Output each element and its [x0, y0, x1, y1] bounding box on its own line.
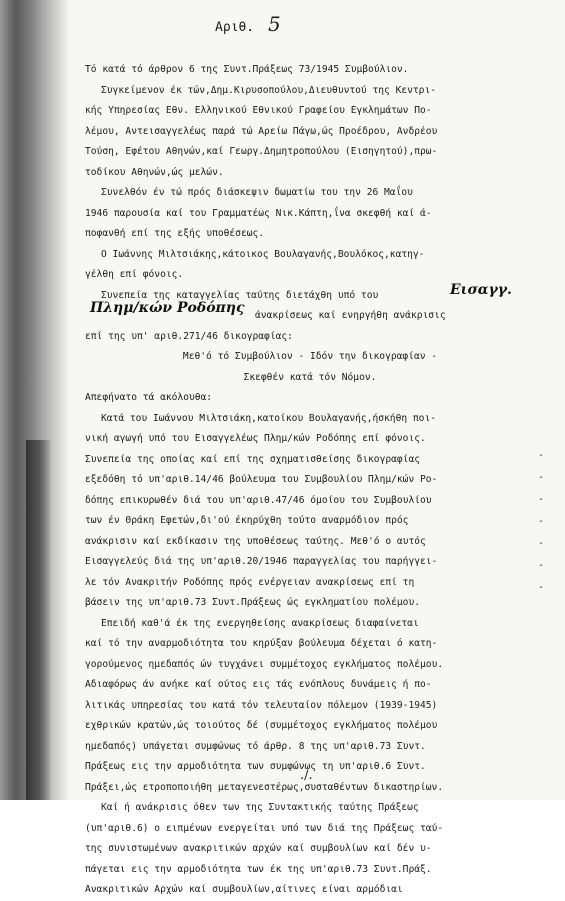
text-line: λέμου, Αντεισαγγελέως παρά τώ Αρείω Πάγω,ώς Προέδρου, Ανδρέου — [85, 125, 438, 137]
text-line: βάσειν της υπ'αριθ.73 Συντ.Πράξεως ώς εγκληματίου πολέμου. — [85, 597, 421, 608]
text-line: Τούση, Εφέτου Αθηνών,καί Γεωργ.Δημητροπούλου (Εισηγητού),πρω- — [85, 146, 438, 157]
text-line: Πράξει,ώς ετροποποιήθη μεταγενεστέρως,συσταθέντων δικαστηρίων. — [85, 781, 444, 793]
text-line: πάγεται εις την αρμοδιότητα των έκ της υπ'αριθ.73 Συντ.Πράξ. — [85, 863, 432, 875]
text-line: Μεθ'ό τό Συμβούλιον - Ιδόν την δικογραφίαν - — [182, 351, 438, 362]
text-line: επί της υπ' αριθ.271/46 δικογραφίας: — [85, 330, 293, 342]
text-line: καί τό την αναρμοδιότητα του κηρύξαν βούλευμα δέχεται ό κατη- — [85, 638, 438, 649]
text-line: Εισαγγελεύς διά της υπ'αριθ.20/1946 παραγγελίας του παρήγγει- — [85, 556, 438, 567]
text-line: Ανακριτικών Αρχών καί συμβουλίων,αίτινες είναι αρμόδιαι — [85, 884, 403, 895]
text-line: εχθρικών κρατών,ώς τοιούτος δέ (συμμέτοχος εγκλήματος πολέμου — [85, 720, 438, 731]
text-line: λε τόν Ανακριτήν Ροδόπης πρός ενέργειαν ανακρίσεως επί τη — [85, 576, 415, 588]
text-line: Σκεφθέν κατά τόν Νόμον. — [243, 371, 377, 383]
text-line: τοδίκου Αθηνών,ώς μελών. — [85, 166, 224, 178]
text-line: ποφανθή επί της εξής υποθέσεως. — [85, 228, 265, 239]
document-header — [215, 12, 281, 36]
header-prefix: Αριθ. — [215, 20, 255, 35]
text-line: Συνεπεία της καταγγελίας ταύτης διετάχθη υπό του — [101, 289, 379, 301]
text-line: Καί ή ανάκρισις όθεν των της Συντακτικής ταύτης Πράξεως — [101, 802, 419, 813]
header-number: 5 — [267, 12, 281, 36]
text-line: Τό κατά τό άρθρον 6 της Συντ.Πράξεως 73/1945 Συμβούλιον. — [85, 64, 409, 75]
scan-shadow-dark — [26, 440, 52, 800]
text-line: γορούμενος ημεδαπός ών τυγχάνει συμμέτοχος εγκλήματος πολέμου. — [85, 658, 444, 670]
text-line: ανάκρισιν καί εκδίκασιν της υποθέσεως ταύτης. Μεθ'ό ο αυτός — [85, 535, 426, 547]
text-line: Συνελθόν έν τώ πρός διάσκεψιν δωματίω του την 26 Μαΐου — [101, 187, 413, 198]
text-line: Κατά του Ιωάννου Μιλτσιάκη,κατοίκου Βουλαγανής,ήσκήθη ποι- — [101, 412, 437, 424]
text-line: Απεφήνατο τά ακόλουθα: — [85, 392, 213, 403]
text-line: εξεδόθη τό υπ'αριθ.14/46 βούλευμα του Συμβουλίου Πλημ/κών Ρο- — [85, 474, 438, 485]
text-line: Επειδή καθ'ά έκ της ενεργηθείσης ανακρίσεως διαφαίνεται — [101, 617, 419, 629]
text-line: δόπης επικυρωθέν διά του υπ'αριθ.47/46 όμοίου του Συμβουλίου — [85, 494, 432, 506]
text-line: της συνιστωμένων ανακριτικών αρχών καί συμβουλίων καί δέν υ- — [85, 843, 432, 854]
text-line: άνακρίσεως καί ενηργήθη ανάκρισις — [255, 310, 446, 321]
text-line: λιτικάς υπηρεσίας του κατά τόν τελευταίον πόλεμον (1939-1945) — [85, 699, 438, 711]
text-line: Αδιαφόρως άν ανήκε καί ούτος εις τάς ενόπλους δυνάμεις ή πο- — [85, 679, 432, 690]
text-line: Συγκείμενον έκ τών,Δημ.Κιρυσοπούλου,Διευθυντού της Κεντρι- — [101, 84, 437, 96]
text-line: ημεδαπός) υπάγεται συμφώνως τό άρθρ. 8 της υπ'αριθ.73 Συντ. — [85, 740, 426, 752]
handwritten-annotation: Πλημ/κών Ροδόπης — [90, 300, 245, 316]
text-line: Ο Ιωάννης Μιλτσιάκης,κάτοικος Βουλαγανής,Βουλόκος,κατηγ- — [101, 248, 425, 260]
continuation-mark: ./. — [300, 768, 313, 783]
text-line: των έν Θράκη Εφετών,δι'ού έκηρύχθη τούτο αναρμόδιον πρός — [85, 515, 409, 526]
text-line: 1946 παρουσία καί του Γραμματέως Νικ.Κάπτη,ΐνα σκεφθή καί ά- — [85, 207, 432, 219]
text-line: γέλθη επί φόνοις. — [85, 269, 184, 280]
margin-marks: - - - - - - - — [538, 450, 545, 593]
text-line: (υπ'αριθ.6) ο ειπμένων ενεργείται υπό των διά της Πράξεως ταύ- — [85, 822, 444, 834]
text-line: Συνεπεία της οποίας καί επί της σχηματισθείσης δικογραφίας — [85, 453, 421, 465]
handwritten-annotation: Εισαγγ. — [450, 282, 512, 298]
text-line: κής Υπηρεσίας Εθν. Ελληνικού Εθνικού Γραφείου Εγκλημάτων Πο- — [85, 105, 432, 116]
text-line: νική αγωγή υπό του Εισαγγελέως Πλημ/κών Ροδόπης επί φόνοις. — [85, 433, 426, 444]
text-line: Πράξεως εις την αρμοδιότητα των συμφώνως τη υπ'αριθ.6 Συντ. — [85, 761, 426, 772]
